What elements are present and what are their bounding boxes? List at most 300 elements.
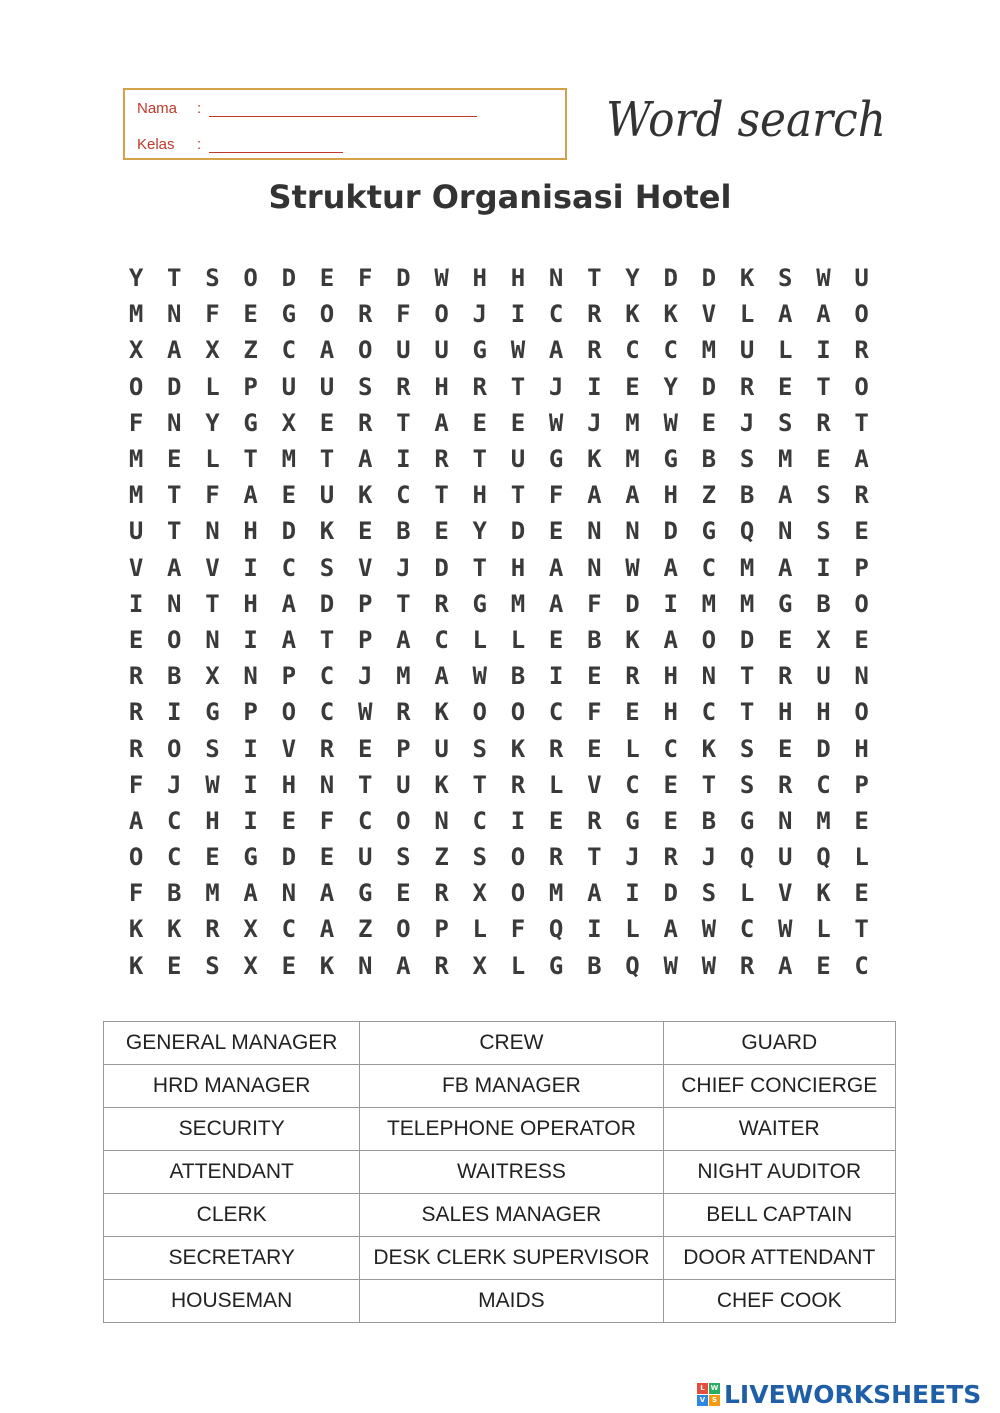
grid-letter[interactable]: S bbox=[357, 372, 373, 401]
grid-letter[interactable]: Z bbox=[243, 336, 258, 365]
grid-letter[interactable]: S bbox=[319, 553, 335, 582]
grid-letter[interactable]: C bbox=[281, 336, 297, 365]
grid-letter[interactable]: Y bbox=[205, 408, 220, 437]
grid-letter[interactable]: L bbox=[625, 734, 640, 763]
grid-letter[interactable]: M bbox=[128, 445, 144, 474]
grid-letter[interactable]: H bbox=[854, 734, 869, 763]
grid-letter[interactable]: V bbox=[701, 300, 717, 329]
grid-letter[interactable]: R bbox=[778, 770, 793, 799]
grid-letter[interactable]: U bbox=[357, 843, 373, 872]
grid-letter[interactable]: B bbox=[510, 662, 526, 691]
grid-letter[interactable]: D bbox=[625, 589, 640, 618]
grid-letter[interactable]: S bbox=[778, 408, 793, 437]
grid-letter[interactable]: D bbox=[739, 625, 755, 654]
grid-letter[interactable]: N bbox=[548, 264, 564, 293]
grid-letter[interactable]: A bbox=[625, 481, 640, 510]
grid-letter[interactable]: K bbox=[510, 734, 526, 763]
grid-letter[interactable]: H bbox=[816, 698, 831, 727]
grid-letter[interactable]: R bbox=[319, 734, 335, 763]
grid-letter[interactable]: S bbox=[816, 517, 831, 546]
grid-letter[interactable]: F bbox=[396, 300, 411, 329]
grid-letter[interactable]: G bbox=[625, 806, 640, 835]
grid-letter[interactable]: P bbox=[854, 553, 869, 582]
grid-letter[interactable]: T bbox=[167, 264, 182, 293]
grid-letter[interactable]: I bbox=[243, 770, 258, 799]
grid-letter[interactable]: S bbox=[205, 734, 220, 763]
grid-letter[interactable]: X bbox=[205, 336, 220, 365]
grid-letter[interactable]: E bbox=[319, 843, 335, 872]
grid-letter[interactable]: D bbox=[396, 264, 411, 293]
grid-letter[interactable]: S bbox=[739, 445, 755, 474]
grid-letter[interactable]: R bbox=[434, 951, 449, 980]
grid-letter[interactable]: C bbox=[472, 806, 487, 835]
grid-letter[interactable]: W bbox=[778, 915, 793, 944]
grid-letter[interactable]: T bbox=[167, 517, 182, 546]
grid-letter[interactable]: L bbox=[739, 300, 755, 329]
grid-letter[interactable]: I bbox=[587, 372, 602, 401]
grid-letter[interactable]: F bbox=[319, 806, 335, 835]
grid-letter[interactable]: T bbox=[854, 915, 869, 944]
grid-letter[interactable]: Z bbox=[701, 481, 717, 510]
grid-letter[interactable]: E bbox=[663, 770, 678, 799]
grid-letter[interactable]: A bbox=[778, 553, 793, 582]
grid-letter[interactable]: R bbox=[357, 300, 373, 329]
grid-letter[interactable]: G bbox=[281, 300, 297, 329]
grid-letter[interactable]: E bbox=[778, 734, 793, 763]
grid-letter[interactable]: U bbox=[396, 770, 411, 799]
grid-letter[interactable]: V bbox=[281, 734, 297, 763]
grid-letter[interactable]: I bbox=[243, 806, 258, 835]
grid-letter[interactable]: K bbox=[434, 698, 449, 727]
grid-letter[interactable]: U bbox=[510, 445, 526, 474]
grid-letter[interactable]: D bbox=[281, 264, 297, 293]
grid-letter[interactable]: G bbox=[243, 843, 258, 872]
grid-letter[interactable]: R bbox=[434, 589, 449, 618]
grid-letter[interactable]: T bbox=[587, 843, 602, 872]
grid-letter[interactable]: O bbox=[243, 264, 258, 293]
grid-letter[interactable]: T bbox=[472, 553, 487, 582]
grid-letter[interactable]: E bbox=[548, 517, 564, 546]
grid-letter[interactable]: I bbox=[816, 553, 831, 582]
grid-letter[interactable]: W bbox=[472, 662, 487, 691]
grid-letter[interactable]: A bbox=[243, 481, 258, 510]
grid-letter[interactable]: D bbox=[663, 517, 678, 546]
grid-letter[interactable]: X bbox=[472, 879, 487, 908]
grid-letter[interactable]: V bbox=[357, 553, 373, 582]
grid-letter[interactable]: E bbox=[854, 879, 869, 908]
grid-letter[interactable]: E bbox=[778, 625, 793, 654]
grid-letter[interactable]: G bbox=[701, 517, 717, 546]
grid-letter[interactable]: A bbox=[357, 445, 373, 474]
grid-letter[interactable]: N bbox=[319, 770, 335, 799]
grid-letter[interactable]: C bbox=[625, 336, 640, 365]
grid-letter[interactable]: H bbox=[510, 264, 526, 293]
grid-letter[interactable]: U bbox=[128, 517, 144, 546]
grid-letter[interactable]: B bbox=[701, 445, 717, 474]
grid-letter[interactable]: E bbox=[396, 879, 411, 908]
grid-letter[interactable]: T bbox=[816, 372, 831, 401]
grid-letter[interactable]: M bbox=[778, 445, 793, 474]
grid-letter[interactable]: K bbox=[319, 951, 335, 980]
grid-letter[interactable]: D bbox=[663, 264, 678, 293]
grid-letter[interactable]: X bbox=[472, 951, 487, 980]
grid-letter[interactable]: A bbox=[281, 589, 297, 618]
grid-letter[interactable]: O bbox=[396, 806, 411, 835]
grid-letter[interactable]: M bbox=[510, 589, 526, 618]
grid-letter[interactable]: R bbox=[739, 951, 755, 980]
grid-letter[interactable]: L bbox=[472, 915, 487, 944]
grid-letter[interactable]: E bbox=[548, 625, 564, 654]
grid-letter[interactable]: J bbox=[357, 662, 373, 691]
grid-letter[interactable]: C bbox=[548, 300, 564, 329]
grid-letter[interactable]: C bbox=[625, 770, 640, 799]
grid-letter[interactable]: L bbox=[625, 915, 640, 944]
grid-letter[interactable]: Z bbox=[434, 843, 449, 872]
grid-letter[interactable]: E bbox=[625, 372, 640, 401]
grid-letter[interactable]: K bbox=[167, 915, 182, 944]
grid-letter[interactable]: N bbox=[587, 553, 602, 582]
grid-letter[interactable]: J bbox=[625, 843, 640, 872]
grid-letter[interactable]: O bbox=[510, 879, 526, 908]
grid-letter[interactable]: P bbox=[281, 662, 297, 691]
grid-letter[interactable]: M bbox=[548, 879, 564, 908]
grid-letter[interactable]: G bbox=[205, 698, 220, 727]
grid-letter[interactable]: T bbox=[396, 408, 411, 437]
grid-letter[interactable]: H bbox=[663, 698, 678, 727]
grid-letter[interactable]: H bbox=[243, 517, 258, 546]
grid-letter[interactable]: H bbox=[663, 662, 678, 691]
grid-letter[interactable]: T bbox=[319, 625, 335, 654]
grid-letter[interactable]: R bbox=[548, 843, 564, 872]
grid-letter[interactable]: R bbox=[587, 300, 602, 329]
grid-letter[interactable]: B bbox=[739, 481, 755, 510]
grid-letter[interactable]: U bbox=[319, 372, 335, 401]
grid-letter[interactable]: Q bbox=[548, 915, 564, 944]
grid-letter[interactable]: A bbox=[167, 553, 182, 582]
grid-letter[interactable]: B bbox=[167, 879, 182, 908]
grid-letter[interactable]: N bbox=[357, 951, 373, 980]
grid-letter[interactable]: D bbox=[701, 264, 717, 293]
grid-letter[interactable]: F bbox=[205, 300, 220, 329]
grid-letter[interactable]: R bbox=[854, 481, 869, 510]
grid-letter[interactable]: A bbox=[319, 879, 335, 908]
grid-letter[interactable]: I bbox=[625, 879, 640, 908]
grid-letter[interactable]: P bbox=[854, 770, 869, 799]
grid-letter[interactable]: I bbox=[243, 734, 258, 763]
grid-letter[interactable]: J bbox=[548, 372, 564, 401]
grid-letter[interactable]: R bbox=[778, 662, 793, 691]
grid-letter[interactable]: U bbox=[396, 336, 411, 365]
grid-letter[interactable]: X bbox=[205, 662, 220, 691]
grid-letter[interactable]: U bbox=[816, 662, 831, 691]
grid-letter[interactable]: N bbox=[167, 589, 182, 618]
grid-letter[interactable]: F bbox=[548, 481, 564, 510]
grid-letter[interactable]: N bbox=[281, 879, 297, 908]
grid-letter[interactable]: I bbox=[243, 625, 258, 654]
grid-letter[interactable]: T bbox=[396, 589, 411, 618]
grid-letter[interactable]: E bbox=[778, 372, 793, 401]
grid-letter[interactable]: A bbox=[778, 951, 793, 980]
grid-letter[interactable]: L bbox=[816, 915, 831, 944]
grid-letter[interactable]: W bbox=[510, 336, 526, 365]
grid-letter[interactable]: O bbox=[701, 625, 717, 654]
grid-letter[interactable]: D bbox=[701, 372, 717, 401]
grid-letter[interactable]: T bbox=[510, 372, 526, 401]
grid-letter[interactable]: K bbox=[128, 915, 144, 944]
grid-letter[interactable]: M bbox=[816, 806, 831, 835]
grid-letter[interactable]: O bbox=[472, 698, 487, 727]
grid-letter[interactable]: A bbox=[854, 445, 869, 474]
grid-letter[interactable]: M bbox=[739, 589, 755, 618]
grid-letter[interactable]: A bbox=[434, 408, 449, 437]
grid-letter[interactable]: A bbox=[434, 662, 449, 691]
grid-letter[interactable]: I bbox=[167, 698, 182, 727]
grid-letter[interactable]: M bbox=[128, 300, 144, 329]
grid-letter[interactable]: C bbox=[663, 336, 678, 365]
grid-letter[interactable]: Y bbox=[472, 517, 487, 546]
grid-letter[interactable]: R bbox=[854, 336, 869, 365]
grid-letter[interactable]: E bbox=[854, 806, 869, 835]
grid-letter[interactable]: N bbox=[625, 517, 640, 546]
grid-letter[interactable]: F bbox=[128, 879, 144, 908]
grid-letter[interactable]: M bbox=[701, 589, 717, 618]
grid-letter[interactable]: L bbox=[854, 843, 869, 872]
grid-letter[interactable]: G bbox=[663, 445, 678, 474]
grid-letter[interactable]: D bbox=[281, 517, 297, 546]
grid-letter[interactable]: S bbox=[472, 843, 487, 872]
grid-letter[interactable]: S bbox=[205, 264, 220, 293]
grid-letter[interactable]: W bbox=[816, 264, 831, 293]
grid-letter[interactable]: W bbox=[205, 770, 220, 799]
grid-letter[interactable]: P bbox=[243, 698, 258, 727]
grid-letter[interactable]: R bbox=[548, 734, 564, 763]
grid-letter[interactable]: K bbox=[701, 734, 717, 763]
grid-letter[interactable]: C bbox=[167, 806, 182, 835]
grid-letter[interactable]: O bbox=[510, 698, 526, 727]
grid-letter[interactable]: C bbox=[396, 481, 411, 510]
grid-letter[interactable]: M bbox=[281, 445, 297, 474]
grid-letter[interactable]: A bbox=[816, 300, 831, 329]
grid-letter[interactable]: O bbox=[167, 625, 182, 654]
grid-letter[interactable]: V bbox=[778, 879, 793, 908]
grid-letter[interactable]: E bbox=[357, 734, 373, 763]
grid-letter[interactable]: W bbox=[434, 264, 449, 293]
grid-letter[interactable]: A bbox=[319, 915, 335, 944]
grid-letter[interactable]: E bbox=[281, 806, 297, 835]
grid-letter[interactable]: E bbox=[167, 445, 182, 474]
grid-letter[interactable]: V bbox=[587, 770, 602, 799]
grid-letter[interactable]: U bbox=[739, 336, 755, 365]
grid-letter[interactable]: E bbox=[854, 625, 869, 654]
grid-letter[interactable]: C bbox=[548, 698, 564, 727]
grid-letter[interactable]: H bbox=[434, 372, 449, 401]
grid-letter[interactable]: O bbox=[854, 372, 869, 401]
kelas-input-line[interactable] bbox=[209, 138, 343, 153]
grid-letter[interactable]: O bbox=[854, 698, 869, 727]
grid-letter[interactable]: S bbox=[739, 734, 755, 763]
grid-letter[interactable]: M bbox=[739, 553, 755, 582]
grid-letter[interactable]: R bbox=[128, 662, 144, 691]
grid-letter[interactable]: C bbox=[319, 698, 335, 727]
grid-letter[interactable]: V bbox=[128, 553, 144, 582]
grid-letter[interactable]: C bbox=[663, 734, 678, 763]
grid-letter[interactable]: E bbox=[854, 517, 869, 546]
liveworksheets-logo[interactable] bbox=[697, 1377, 981, 1411]
grid-letter[interactable]: L bbox=[472, 625, 487, 654]
grid-letter[interactable]: A bbox=[587, 879, 602, 908]
grid-letter[interactable]: G bbox=[778, 589, 793, 618]
grid-letter[interactable]: R bbox=[357, 408, 373, 437]
grid-letter[interactable]: D bbox=[663, 879, 678, 908]
grid-letter[interactable]: C bbox=[357, 806, 373, 835]
grid-letter[interactable]: A bbox=[663, 553, 678, 582]
grid-letter[interactable]: W bbox=[625, 553, 640, 582]
grid-letter[interactable]: A bbox=[548, 589, 564, 618]
grid-letter[interactable]: R bbox=[434, 879, 449, 908]
grid-letter[interactable]: X bbox=[243, 951, 258, 980]
grid-letter[interactable]: P bbox=[357, 589, 373, 618]
grid-letter[interactable]: N bbox=[243, 662, 258, 691]
grid-letter[interactable]: K bbox=[625, 625, 640, 654]
grid-letter[interactable]: S bbox=[396, 843, 411, 872]
grid-letter[interactable]: Q bbox=[739, 843, 755, 872]
grid-letter[interactable]: A bbox=[243, 879, 258, 908]
grid-letter[interactable]: A bbox=[778, 300, 793, 329]
grid-letter[interactable]: S bbox=[816, 481, 831, 510]
grid-letter[interactable]: U bbox=[434, 336, 449, 365]
grid-letter[interactable]: J bbox=[587, 408, 602, 437]
grid-letter[interactable]: C bbox=[816, 770, 831, 799]
grid-letter[interactable]: J bbox=[701, 843, 717, 872]
grid-letter[interactable]: W bbox=[701, 915, 717, 944]
grid-letter[interactable]: R bbox=[816, 408, 831, 437]
grid-letter[interactable]: O bbox=[510, 843, 526, 872]
grid-letter[interactable]: U bbox=[281, 372, 297, 401]
grid-letter[interactable]: C bbox=[281, 915, 297, 944]
grid-letter[interactable]: U bbox=[854, 264, 869, 293]
grid-letter[interactable]: B bbox=[816, 589, 831, 618]
grid-letter[interactable]: R bbox=[396, 372, 411, 401]
grid-letter[interactable]: T bbox=[587, 264, 602, 293]
grid-letter[interactable]: L bbox=[739, 879, 755, 908]
grid-letter[interactable]: D bbox=[281, 843, 297, 872]
grid-letter[interactable]: E bbox=[510, 408, 526, 437]
grid-letter[interactable]: Q bbox=[739, 517, 755, 546]
grid-letter[interactable]: K bbox=[434, 770, 449, 799]
grid-letter[interactable]: R bbox=[587, 336, 602, 365]
grid-letter[interactable]: M bbox=[396, 662, 411, 691]
grid-letter[interactable]: E bbox=[587, 662, 602, 691]
grid-letter[interactable]: A bbox=[587, 481, 602, 510]
grid-letter[interactable]: I bbox=[663, 589, 678, 618]
grid-letter[interactable]: T bbox=[701, 770, 717, 799]
grid-letter[interactable]: L bbox=[205, 372, 220, 401]
grid-letter[interactable]: R bbox=[434, 445, 449, 474]
grid-letter[interactable]: E bbox=[625, 698, 640, 727]
grid-letter[interactable]: Q bbox=[625, 951, 640, 980]
grid-letter[interactable]: D bbox=[319, 589, 335, 618]
grid-letter[interactable]: F bbox=[587, 589, 602, 618]
grid-letter[interactable]: T bbox=[510, 481, 526, 510]
grid-letter[interactable]: H bbox=[243, 589, 258, 618]
grid-letter[interactable]: I bbox=[510, 806, 526, 835]
grid-letter[interactable]: L bbox=[548, 770, 564, 799]
grid-letter[interactable]: H bbox=[205, 806, 220, 835]
grid-letter[interactable]: K bbox=[625, 300, 640, 329]
grid-letter[interactable]: L bbox=[778, 336, 793, 365]
grid-letter[interactable]: J bbox=[167, 770, 182, 799]
grid-letter[interactable]: F bbox=[128, 408, 144, 437]
grid-letter[interactable]: O bbox=[128, 843, 144, 872]
grid-letter[interactable]: N bbox=[167, 408, 182, 437]
grid-letter[interactable]: P bbox=[357, 625, 373, 654]
grid-letter[interactable]: E bbox=[701, 408, 717, 437]
grid-letter[interactable]: R bbox=[510, 770, 526, 799]
grid-letter[interactable]: E bbox=[128, 625, 144, 654]
grid-letter[interactable]: C bbox=[167, 843, 182, 872]
grid-letter[interactable]: B bbox=[587, 951, 602, 980]
grid-letter[interactable]: E bbox=[319, 264, 335, 293]
grid-letter[interactable]: T bbox=[434, 481, 449, 510]
grid-letter[interactable]: B bbox=[701, 806, 717, 835]
grid-letter[interactable]: U bbox=[319, 481, 335, 510]
grid-letter[interactable]: L bbox=[510, 951, 526, 980]
grid-letter[interactable]: E bbox=[205, 843, 220, 872]
grid-letter[interactable]: F bbox=[205, 481, 220, 510]
grid-letter[interactable]: E bbox=[243, 300, 258, 329]
grid-letter[interactable]: H bbox=[778, 698, 793, 727]
grid-letter[interactable]: G bbox=[548, 445, 564, 474]
grid-letter[interactable]: G bbox=[472, 336, 487, 365]
grid-letter[interactable]: J bbox=[396, 553, 411, 582]
grid-letter[interactable]: S bbox=[739, 770, 755, 799]
grid-letter[interactable]: S bbox=[472, 734, 487, 763]
grid-letter[interactable]: N bbox=[434, 806, 449, 835]
grid-letter[interactable]: F bbox=[510, 915, 526, 944]
grid-letter[interactable]: Y bbox=[663, 372, 678, 401]
grid-letter[interactable]: D bbox=[167, 372, 182, 401]
grid-letter[interactable]: A bbox=[167, 336, 182, 365]
grid-letter[interactable]: R bbox=[663, 843, 678, 872]
grid-letter[interactable]: E bbox=[472, 408, 487, 437]
grid-letter[interactable]: K bbox=[128, 951, 144, 980]
grid-letter[interactable]: A bbox=[319, 336, 335, 365]
grid-letter[interactable]: T bbox=[739, 698, 755, 727]
grid-letter[interactable]: P bbox=[243, 372, 258, 401]
grid-letter[interactable]: C bbox=[739, 915, 755, 944]
grid-letter[interactable]: E bbox=[816, 445, 831, 474]
grid-letter[interactable]: N bbox=[205, 625, 220, 654]
grid-letter[interactable]: J bbox=[739, 408, 755, 437]
grid-letter[interactable]: K bbox=[739, 264, 755, 293]
grid-letter[interactable]: N bbox=[854, 662, 869, 691]
grid-letter[interactable]: H bbox=[663, 481, 678, 510]
grid-letter[interactable]: R bbox=[625, 662, 640, 691]
grid-letter[interactable]: O bbox=[396, 915, 411, 944]
grid-letter[interactable]: P bbox=[434, 915, 449, 944]
grid-letter[interactable]: S bbox=[205, 951, 220, 980]
grid-letter[interactable]: S bbox=[701, 879, 717, 908]
grid-letter[interactable]: E bbox=[434, 517, 449, 546]
grid-letter[interactable]: O bbox=[281, 698, 297, 727]
grid-letter[interactable]: I bbox=[816, 336, 831, 365]
grid-letter[interactable]: A bbox=[663, 625, 678, 654]
grid-letter[interactable]: K bbox=[357, 481, 373, 510]
nama-input-line[interactable] bbox=[209, 102, 477, 117]
grid-letter[interactable]: U bbox=[778, 843, 793, 872]
grid-letter[interactable]: W bbox=[663, 951, 678, 980]
grid-letter[interactable]: W bbox=[701, 951, 717, 980]
